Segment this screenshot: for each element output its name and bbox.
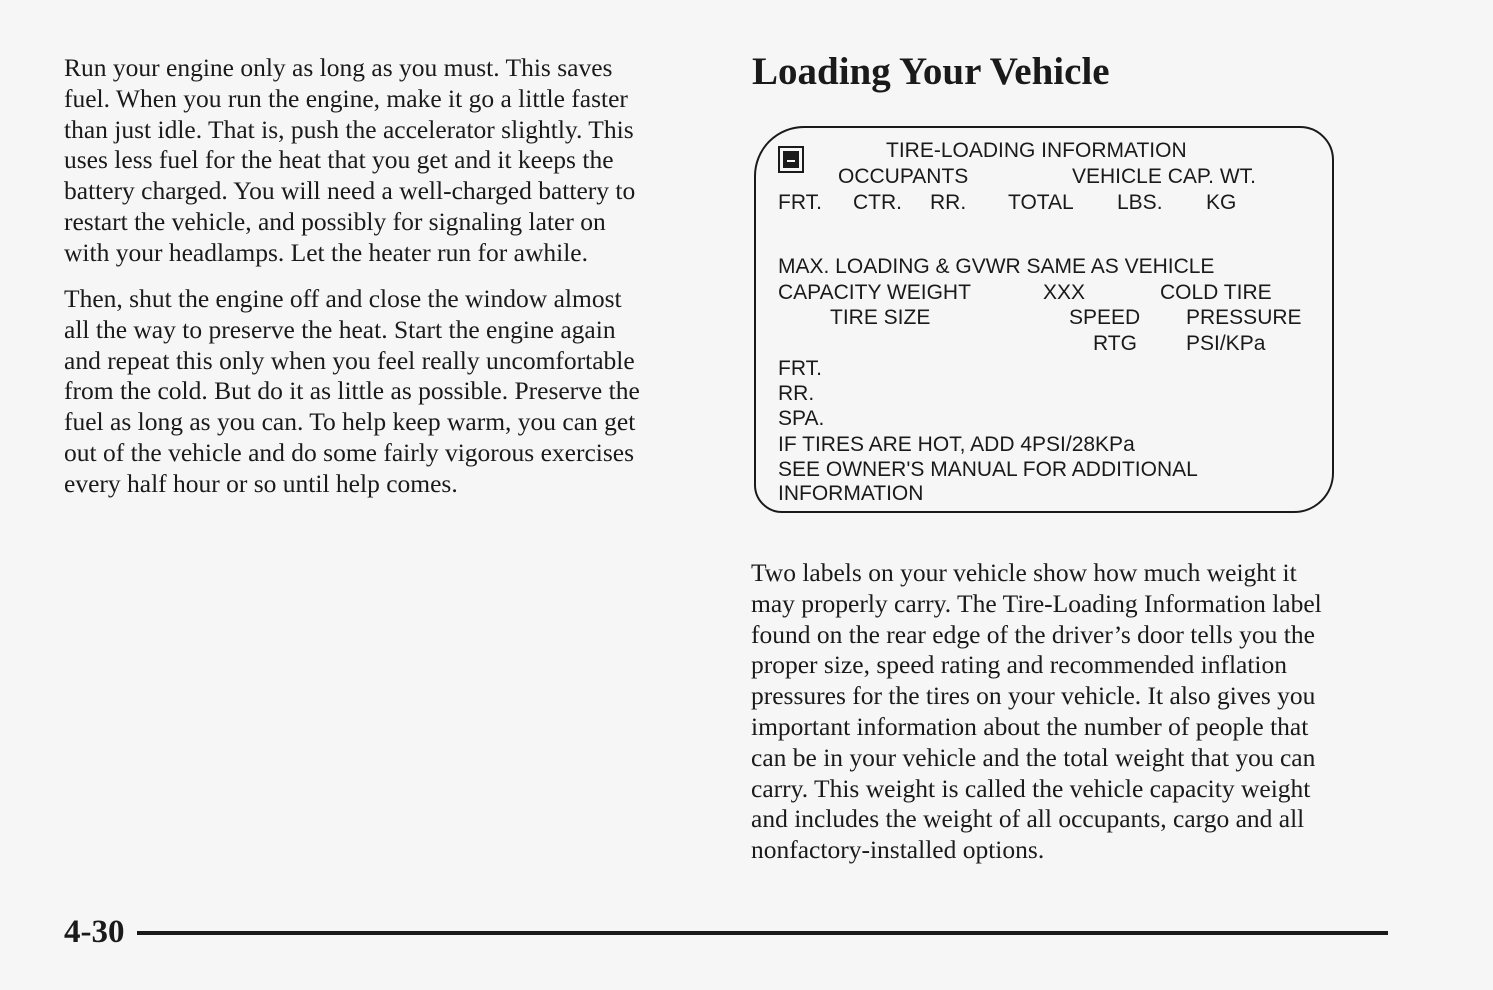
text-line: can be in your vehicle and the total weight that you can [751,742,1316,772]
text-line: carry. This weight is called the vehicle capacity weight [751,773,1311,803]
body-paragraph-shut-engine [64,284,640,500]
label-occupants: OCCUPANTS [838,165,969,188]
label-ctr: CTR. [853,191,902,214]
text-line: Two labels on your vehicle show how much weight it [751,558,1297,587]
label-row-spa: SPA. [778,407,825,430]
gm-logo-icon [778,146,804,173]
body-paragraph-engine [64,53,635,269]
label-pressure: PRESSURE [1186,306,1302,329]
label-xxx: XXX [1043,281,1086,304]
label-rtg: RTG [1093,332,1137,355]
text-line: restart the vehicle, and possibly for signaling later on [64,206,606,236]
label-rr: RR. [930,191,967,214]
text-line: proper size, speed rating and recommended inflation [751,650,1288,680]
label-manual-note-1: SEE OWNER'S MANUAL FOR ADDITIONAL [778,458,1198,481]
text-line: fuel. When you run the engine, make it go a little faster [64,83,628,113]
label-vehicle-cap-wt: VEHICLE CAP. WT. [1072,165,1256,188]
text-line: all the way to preserve the heat. Start the engine again [64,314,616,344]
label-speed: SPEED [1069,306,1141,329]
text-line: battery charged. You will need a well-charged battery to [64,176,636,206]
text-line: found on the rear edge of the driver’s door tells you the [751,619,1315,649]
page-number: 4-30 [64,914,125,950]
text-line: and repeat this only when you feel really uncomfortable [64,345,635,375]
text-line: Run your engine only as long as you must. This saves [64,53,613,82]
label-hot-note: IF TIRES ARE HOT, ADD 4PSI/28KPa [778,433,1135,456]
label-capacity-weight: CAPACITY WEIGHT [778,281,971,304]
text-line: may properly carry. The Tire-Loading Information label [751,588,1322,618]
text-line: than just idle. That is, push the accelerator slightly. This [64,114,634,144]
label-tire-size: TIRE SIZE [830,306,931,329]
text-line: every half hour or so until help comes. [64,468,458,498]
text-line: Then, shut the engine off and close the window almost [64,284,622,313]
label-total: TOTAL [1008,191,1074,214]
label-row-frt: FRT. [778,357,822,380]
text-line: and includes the weight of all occupants, cargo and all [751,804,1305,834]
text-line: from the cold. But do it as little as possible. Preserve the [64,376,640,406]
text-line: out of the vehicle and do some fairly vigorous exercises [64,437,635,467]
text-line: important information about the number of people that [751,711,1309,741]
label-lbs: LBS. [1117,191,1163,214]
label-frt: FRT. [778,191,822,214]
label-manual-note-2: INFORMATION [778,482,924,505]
text-line: fuel as long as you can. To help keep warm, you can get [64,407,636,437]
section-heading: Loading Your Vehicle [752,50,1110,93]
label-psi-kpa: PSI/KPa [1186,332,1266,355]
text-line: uses less fuel for the heat that you get and it keeps the [64,145,614,175]
body-paragraph-labels [751,558,1322,866]
label-max-loading: MAX. LOADING & GVWR SAME AS VEHICLE [778,255,1215,278]
label-kg: KG [1206,191,1237,214]
footer-rule [137,931,1388,935]
text-line: pressures for the tires on your vehicle. It also gives you [751,681,1316,711]
label-title: TIRE-LOADING INFORMATION [886,139,1187,162]
label-row-rr: RR. [778,382,815,405]
label-cold-tire: COLD TIRE [1160,281,1272,304]
tire-loading-label [754,126,1334,513]
text-line: with your headlamps. Let the heater run for awhile. [64,237,588,267]
text-line: nonfactory-installed options. [751,835,1045,865]
